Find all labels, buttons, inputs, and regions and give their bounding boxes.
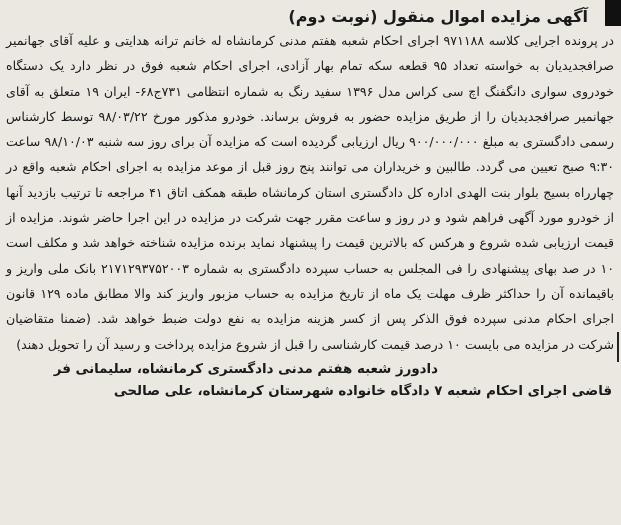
signature-bailiff: دادورز شعبه هفتم مدنی دادگستری کرمانشاه، سلیمانی فر — [53, 361, 438, 377]
signature-judge: قاضی اجرای احکام شعبه ۷ دادگاه خانواده شهرستان کرمانشاه، علی صالحی — [113, 383, 612, 399]
signature-block — [6, 359, 614, 403]
notice-body: در پرونده اجرایی کلاسه ۹۷۱۱۸۸ اجرای احکام شعبه هفتم مدنی کرمانشاه له خانم ترانه هدایتی و علیه آقای جهانمیر صرافجدیدیان به خواسته تعداد ۹۵ قطعه سکه تمام بهار آزادی، اجرای احکام شعبه فوق در نظر دارد یک دستگاه خودروی سواری دانگفنگ اچ سی کراس مدل ۱۳۹۶ سفید رنگ به شماره انتظامی ۷۳۱ج۶۸- ایران ۱۹ متعلق به آقای جهانمیر صرافجدیدیان را از طریق مزایده حضور به فروش برساند. خودرو مذکور مورخ ۹۸/۰۳/۲۲ توسط کارشناس رسمی دادگستری به مبلغ ۹۰۰/۰۰۰/۰۰۰ ریال ارزیابی گردیده است که مزایده آن برای روز سه شنبه ۹۸/۱۰/۰۳ ساعت ۹:۳۰ صبح تعیین می گردد. طالبین و خریداران می توانند پنج روز قبل از موعد مزایده به اجرای احکام شعبه واقع در چهارراه بسیج بلوار بنت الهدی اداره کل دادگستری استان کرمانشاه طبقه همکف اتاق ۴۱ مراجعه تا ترتیب بازدید آنها از خودرو مورد آگهی فراهم شود و در روز و ساعت مقرر جهت شرکت در مزایده در این اجرا حاضر شوند. مزایده از قیمت ارزیابی شده شروع و هرکس که بالاترین قیمت را پیشنهاد نماید برنده مزایده شناخته خواهد شد و مکلف است ۱۰ در صد بهای پیشنهادی را فی المجلس به حساب سپرده دادگستری به شماره ۲۱۷۱۲۹۳۷۵۲۰۰۳ بانک ملی واریز و باقیمانده آن را حداکثر ظرف مهلت یک ماه از تاریخ مزایده به حساب مزبور واریز کند والا مطابق ماده ۱۲۹ قانون اجرای احکام مدنی سپرده فوق الذکر پس از کسر هزینه مزایده به نفع دولت ضبط خواهد شد. (ضمنا متقاضیان شرکت در مزایده می بایست ۱۰ درصد قیمت کارشناسی را قبل از شروع مزایده پرداخت و رسید آن را تحویل دهند) — [6, 33, 615, 352]
auction-notice — [6, 6, 614, 403]
notice-title: آگهی مزایده اموال منقول (نوبت دوم) — [288, 7, 588, 26]
